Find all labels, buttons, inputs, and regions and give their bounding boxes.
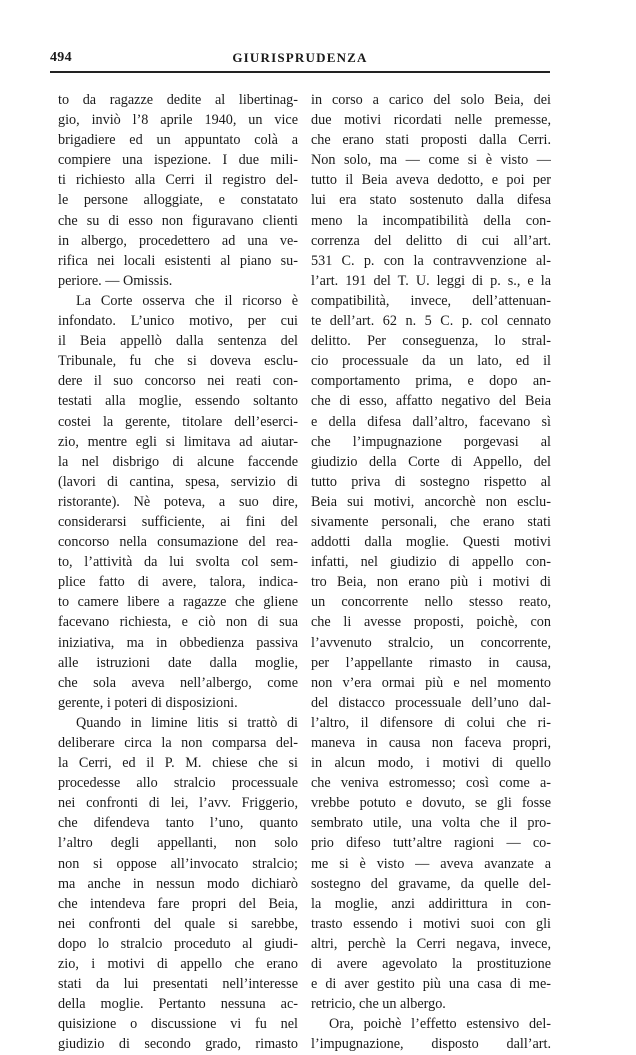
text-line — [58, 1014, 298, 1034]
text-line-content: l’avvenuto stralcio, un concorrente, — [311, 634, 551, 651]
page-header — [50, 50, 550, 70]
text-line — [311, 572, 551, 592]
text-line-content: delitto. Per conseguenza, lo stral- — [311, 333, 551, 350]
text-line-content: Ora, poichè l’effetto estensivo del- — [329, 1016, 551, 1033]
text-line-content: l’altro degli appellanti, non solo — [58, 835, 298, 852]
text-line-content: che su di esso non figuravano clienti — [58, 212, 298, 229]
text-line-content: l’art. 191 del T. U. leggi di p. s., e la — [311, 272, 551, 289]
text-line-content: che erano stati proposti dalla Cerri. — [311, 132, 551, 149]
text-line-content: deliberare circa la non comparsa del- — [58, 735, 298, 751]
text-line-content: comportamento prima, e dopo an- — [311, 373, 551, 390]
text-line — [311, 532, 551, 552]
text-line — [58, 813, 298, 833]
text-line — [311, 793, 551, 813]
left-column — [58, 90, 298, 1055]
text-line-content: e della difesa dall’altro, facevano sì — [311, 413, 551, 430]
text-line — [311, 894, 551, 914]
text-line-content: rifica nei locali esistenti al piano su- — [58, 252, 298, 269]
text-line — [311, 311, 551, 331]
text-line-content: ma anche in nessun modo dichiarò — [58, 875, 298, 892]
text-line — [58, 1034, 298, 1054]
text-line — [311, 291, 551, 311]
text-line-content: zio, i motivi di appello che erano — [58, 956, 298, 973]
text-line-content: dopo lo stralcio proceduto al giudi- — [58, 935, 298, 952]
text-line-content: me si è visto — aveva avanzate a — [311, 855, 551, 872]
text-line — [58, 773, 298, 793]
text-line — [58, 150, 298, 170]
text-line — [311, 412, 551, 432]
text-line-content: che difendeva tanto l’uno, quanto — [58, 815, 298, 832]
text-line-content: te dell’art. 62 n. 5 C. p. col cennato — [311, 313, 551, 330]
text-line — [58, 592, 298, 612]
text-line-content: Quando in limine litis si trattò di — [76, 714, 298, 731]
text-line-content: la nel disbrigo di alcune faccende — [58, 453, 298, 470]
text-line — [58, 271, 298, 291]
running-head: GIURISPRUDENZA — [232, 50, 368, 65]
text-line-content: di avere agevolato la prostituzione — [311, 956, 551, 973]
text-line-content: altri, perchè la Cerri negava, invece, — [311, 935, 551, 952]
text-line — [311, 934, 551, 954]
text-line — [311, 994, 551, 1014]
text-line-content: compatibilità, invece, dell’attenuan- — [311, 292, 551, 309]
text-line-content: due motivi ricordati nelle premesse, — [311, 112, 551, 129]
text-line-content: to, l’attività da lui svolta col sem- — [58, 554, 298, 571]
text-line — [311, 190, 551, 210]
text-line-content: giudizio della Corte di Appello, del — [311, 453, 551, 470]
text-line — [58, 110, 298, 130]
text-line-content: to da ragazze dedite al libertinag- — [58, 92, 298, 108]
text-line — [58, 833, 298, 853]
text-line — [58, 311, 298, 331]
text-line-content: l’impugnazione, disposto dall’art. — [311, 1036, 551, 1053]
text-line-content: non v’era ormai più e nel momento — [311, 674, 551, 691]
text-line — [311, 914, 551, 934]
text-line-content: che veniva estromesso; così come a- — [311, 775, 551, 792]
text-line-content: che l’impugnazione porgevasi al — [311, 433, 551, 450]
text-line-content: periore. — Omissis. — [58, 272, 173, 289]
text-line — [311, 713, 551, 733]
text-line — [58, 974, 298, 994]
text-line — [58, 412, 298, 432]
text-line — [58, 693, 298, 713]
text-line-content: correnza del delitto di cui all’art. — [311, 232, 551, 249]
text-line-content: sostegno del gravame, da quelle del- — [311, 875, 551, 892]
text-line-content: gerente, i poteri di disposizioni. — [58, 694, 238, 711]
text-line-content: le persone alloggiate, e constatato — [58, 192, 298, 209]
text-line — [58, 432, 298, 452]
text-line-content: che intendeva fare propri del Beia, — [58, 895, 298, 912]
text-line — [311, 733, 551, 753]
text-line — [58, 231, 298, 251]
text-line-content: testati alla moglie, essendo soltanto — [58, 393, 298, 410]
text-line — [311, 753, 551, 773]
text-line — [58, 633, 298, 653]
text-line-content: della moglie. Pertanto nessuna ac- — [58, 996, 298, 1013]
text-line-content: vrebbe potuto e dovuto, se gli fosse — [311, 795, 551, 812]
text-line — [58, 371, 298, 391]
text-line — [311, 833, 551, 853]
text-line-content: il Beia appellò dalla sentenza del — [58, 333, 298, 350]
text-line — [58, 472, 298, 492]
text-line-content: plice fatto di avere, talora, indica- — [58, 574, 298, 591]
text-line-content: stati da lui presentati nell’interesse — [58, 976, 298, 993]
text-line-content: ristorante). Nè poteva, a suo dire, — [58, 493, 298, 510]
text-line — [311, 170, 551, 190]
text-line — [58, 331, 298, 351]
text-line — [311, 653, 551, 673]
text-line — [58, 894, 298, 914]
text-line-content: trasto essendo i motivi suoi con gli — [311, 915, 551, 932]
text-line — [58, 190, 298, 210]
text-line-content: in alcun modo, i motivi di quello — [311, 755, 551, 772]
text-line-content: un concorrente nello stesso reato, — [311, 594, 551, 611]
text-line — [58, 532, 298, 552]
text-line — [311, 552, 551, 572]
text-line-content: tutto il Beia aveva dedotto, e poi per — [311, 172, 551, 189]
text-line — [58, 391, 298, 411]
text-line — [311, 211, 551, 231]
text-line — [311, 271, 551, 291]
text-line — [58, 934, 298, 954]
header-rule — [50, 71, 550, 73]
text-line-content: in corso a carico del solo Beia, dei — [311, 92, 551, 108]
right-column — [311, 90, 551, 1055]
text-line-content: infatti, nel giudizio di appello con- — [311, 554, 551, 571]
text-line-content: zio, mentre egli si limitava ad aiutar- — [58, 433, 298, 450]
text-line-content: addotti dalla moglie. Questi motivi — [311, 534, 551, 551]
text-line-content: 531 C. p. con la contravvenzione al- — [311, 252, 551, 269]
text-line — [311, 954, 551, 974]
text-line-content: La Corte osserva che il ricorso è — [76, 292, 298, 309]
text-line-content: quisizione o discussione vi fu nel — [58, 1016, 298, 1033]
text-line — [311, 432, 551, 452]
text-line-content: che di esso, affatto negativo del Beia — [311, 393, 551, 410]
text-line — [311, 150, 551, 170]
text-line — [311, 612, 551, 632]
text-line — [311, 371, 551, 391]
text-line — [58, 291, 298, 311]
text-line-content: costei la gerente, titolare dell’eserci- — [58, 413, 298, 430]
text-line — [311, 110, 551, 130]
text-line — [58, 90, 298, 110]
text-line-content: considerarsi sufficiente, ai fini del — [58, 513, 298, 530]
text-line-content: Tribunale, fu che si doveva esclu- — [58, 353, 298, 370]
text-line — [311, 452, 551, 472]
text-line — [58, 452, 298, 472]
text-line-content: concorso nella consumazione del rea- — [58, 534, 298, 551]
text-line — [58, 753, 298, 773]
text-line-content: meno la incompatibilità della con- — [311, 212, 551, 229]
text-line — [311, 472, 551, 492]
text-line — [58, 914, 298, 934]
text-line-content: retricio, che un albergo. — [311, 996, 446, 1013]
text-line-content: brigadiere ed un appuntato colà a — [58, 132, 298, 149]
text-line — [58, 612, 298, 632]
text-line-content: maneva in causa non faceva propri, — [311, 735, 551, 751]
text-line-content: ti richiesto alla Cerri il registro del- — [58, 172, 298, 189]
text-line-content: nei confronti del quale si sarebbe, — [58, 915, 298, 932]
text-line-content: dere il suo concorso nei reati con- — [58, 373, 298, 390]
text-line — [311, 874, 551, 894]
text-line — [311, 633, 551, 653]
text-line-content: prio difeso tutt’altre ragioni — co- — [311, 835, 551, 852]
text-line-content: procedesse allo stralcio processuale — [58, 775, 298, 792]
text-line-content: (lavori di cantina, spesa, servizio di — [58, 473, 298, 490]
text-line — [58, 170, 298, 190]
text-line — [58, 994, 298, 1014]
text-line-content: cio processuale da un lato, ed il — [311, 353, 551, 370]
text-line — [311, 331, 551, 351]
text-line-content: infondato. L’unico motivo, per cui — [58, 313, 298, 330]
text-line — [311, 391, 551, 411]
page-number: 494 — [50, 50, 72, 65]
text-line — [58, 874, 298, 894]
text-line-content: l’altro, il difensore di colui che ri- — [311, 714, 551, 731]
text-line — [58, 713, 298, 733]
text-line — [311, 592, 551, 612]
text-line — [58, 211, 298, 231]
text-line — [58, 673, 298, 693]
text-line-content: tro Beia, non erano più i motivi di — [311, 574, 551, 591]
text-line-content: compiere una ispezione. I due mili- — [58, 152, 298, 169]
text-line — [58, 733, 298, 753]
text-line — [311, 512, 551, 532]
text-line-content: e di aver gestito più una casa di me- — [311, 976, 551, 993]
text-line — [58, 854, 298, 874]
text-line-content: che sola aveva nell’albergo, come — [58, 674, 298, 691]
text-line — [58, 512, 298, 532]
text-line-content: in albergo, procedettero ad una ve- — [58, 232, 298, 249]
text-line — [311, 130, 551, 150]
text-line-content: sivamente personali, che erano stati — [311, 513, 551, 530]
text-line — [58, 954, 298, 974]
text-line — [58, 653, 298, 673]
text-line-content: facevano richiesta, e ciò non di sua — [58, 614, 298, 631]
text-line-content: lui era stato sostenuto dalla difesa — [311, 192, 551, 209]
text-line — [311, 90, 551, 110]
text-line — [311, 673, 551, 693]
text-line-content: per l’appellante rimasto in causa, — [311, 654, 551, 671]
text-line — [58, 572, 298, 592]
text-line — [311, 351, 551, 371]
text-line — [58, 251, 298, 271]
text-line-content: iniziativa, ma in obbedienza passiva — [58, 634, 298, 651]
text-line-content: non si oppose all’invocato stralcio; — [58, 855, 298, 872]
text-line-content: tutto priva di sostegno rispetto al — [311, 473, 551, 490]
text-line — [311, 1034, 551, 1054]
text-line — [311, 231, 551, 251]
text-line — [311, 854, 551, 874]
text-line-content: che li avesse proposti, poichè, con — [311, 614, 551, 631]
text-line — [311, 813, 551, 833]
text-line — [58, 351, 298, 371]
text-line — [311, 1014, 551, 1034]
text-line — [58, 793, 298, 813]
text-line-content: del distacco processuale dell’uno dal- — [311, 694, 551, 711]
text-line-content: alle istruzioni date dalla moglie, — [58, 654, 298, 671]
text-line-content: Beia sui motivi, ancorchè non esclu- — [311, 493, 551, 510]
text-line-content: nei confronti di lei, l’avv. Friggerio, — [58, 795, 298, 812]
text-line — [311, 974, 551, 994]
text-line-content: Non solo, ma — come si è visto — — [311, 152, 551, 169]
text-line — [58, 130, 298, 150]
text-line — [311, 693, 551, 713]
text-line — [311, 773, 551, 793]
text-line-content: gio, inviò l’8 aprile 1940, un vice — [58, 112, 298, 129]
text-line — [58, 552, 298, 572]
text-line-content: to camere libere a ragazze che gliene — [58, 594, 298, 611]
text-line — [58, 492, 298, 512]
text-line-content: sembrato utile, una volta che il pro- — [311, 815, 551, 832]
text-line — [311, 492, 551, 512]
text-line-content: giudizio di secondo grado, rimasto — [58, 1036, 298, 1053]
text-line-content: la moglie, anzi addirittura in con- — [311, 895, 551, 912]
text-line-content: la Cerri, ed il P. M. chiese che si — [58, 755, 298, 772]
text-line — [311, 251, 551, 271]
